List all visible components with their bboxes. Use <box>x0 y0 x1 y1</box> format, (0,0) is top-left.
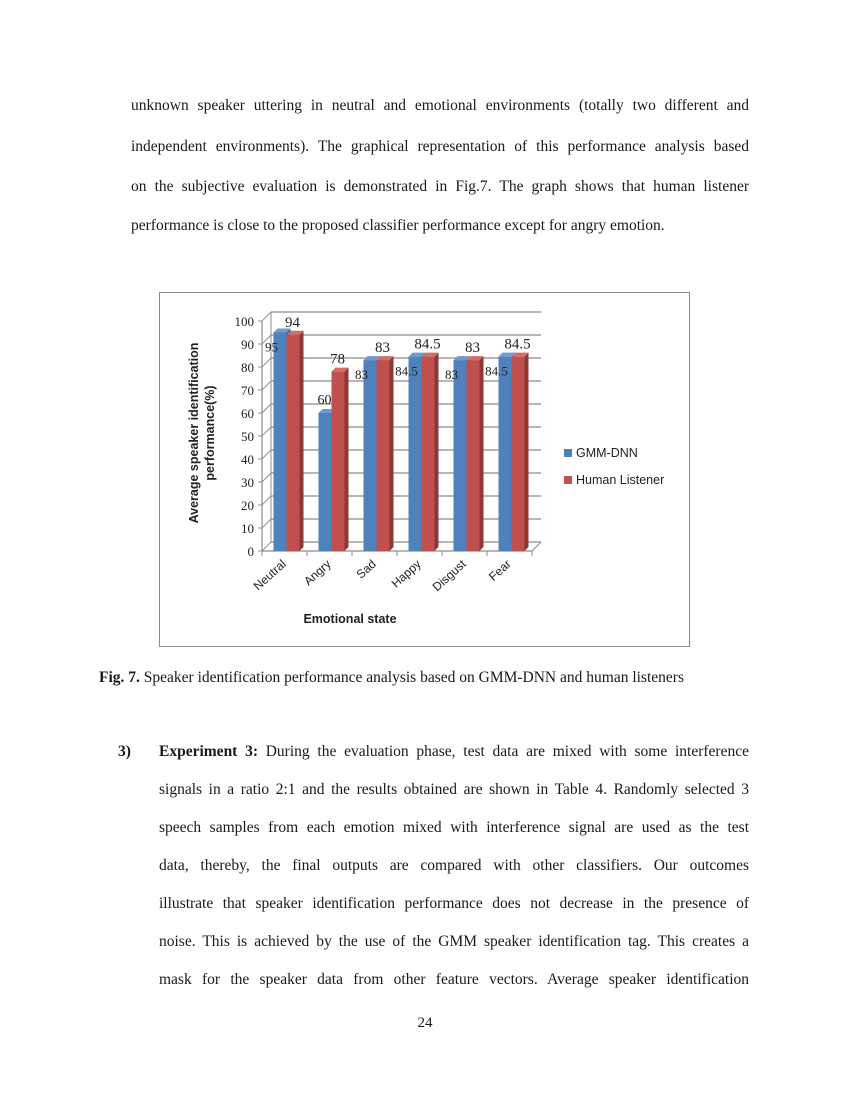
data-label-gmm: 84.5 <box>395 363 418 379</box>
y-tick-label: 100 <box>234 314 254 329</box>
experiment-number: 3) <box>118 743 131 760</box>
data-label-gmm: 95 <box>265 339 278 355</box>
data-label-human: 83 <box>375 340 390 357</box>
y-tick-label: 30 <box>241 475 254 490</box>
experiment-line-2: signals in a ratio 2:1 and the results obtained are shown in Table 4. Randomly selected 3 <box>159 781 749 798</box>
gridline-side <box>262 404 271 413</box>
page-number: 24 <box>417 1015 433 1031</box>
gridline-side <box>262 358 271 367</box>
y-tick-label: 60 <box>241 406 254 421</box>
bar-human-listener <box>422 357 435 551</box>
y-axis-title-line-1: Average speaker identification <box>187 342 201 524</box>
bar-human-listener <box>512 357 525 551</box>
bar-gmm-dnn <box>364 360 377 551</box>
data-label-gmm: 83 <box>355 367 368 383</box>
data-label-human: 84.5 <box>414 336 441 353</box>
x-category-label: Fear <box>486 556 514 584</box>
experiment-line-3: speech samples from each emotion mixed with interference signal are used as the test <box>159 819 749 836</box>
x-axis-title: Emotional state <box>303 612 397 626</box>
gridline-side <box>262 427 271 436</box>
x-category-label: Angry <box>301 556 334 589</box>
body-line-3: on the subjective evaluation is demonstrated in Fig.7. The graph shows that human listener <box>131 178 749 195</box>
bar-side <box>435 353 439 551</box>
body-line-1: unknown speaker uttering in neutral and emotional environments (totally two different and <box>131 97 749 114</box>
bar-gmm-dnn <box>499 357 512 551</box>
legend-swatch-human-listener <box>564 476 572 484</box>
x-category-label: Neutral <box>250 556 289 594</box>
legend-swatch-gmm-dnn <box>564 449 572 457</box>
y-tick-label: 10 <box>241 521 254 536</box>
bar-human-listener <box>287 335 300 551</box>
body-line-4: performance is close to the proposed classifier performance except for angry emotion. <box>131 217 665 234</box>
y-axis-title-line-2: performance(%) <box>203 385 217 481</box>
x-category-label: Happy <box>388 556 424 591</box>
experiment-line-7: mask for the speaker data from other feature vectors. Average speaker identification <box>159 971 749 988</box>
gridline-side <box>262 542 271 551</box>
gridline-side <box>262 473 271 482</box>
y-tick-label: 0 <box>247 544 254 559</box>
data-label-gmm: 84.5 <box>485 363 508 379</box>
experiment-line-4: data, thereby, the final outputs are compared with other classifiers. Our outcomes <box>159 857 749 874</box>
bar-chart-canvas <box>160 293 691 648</box>
experiment-line-6: noise. This is achieved by the use of the GMM speaker identification tag. This creates a <box>159 933 749 950</box>
bar-side <box>480 356 484 551</box>
bar-human-listener <box>467 360 480 551</box>
x-category-label: Sad <box>353 556 379 582</box>
data-label-gmm: 83 <box>445 367 458 383</box>
experiment-title: Experiment 3: <box>159 743 258 760</box>
gridline-side <box>262 381 271 390</box>
bar-gmm-dnn <box>274 333 287 552</box>
data-label-human: 94 <box>285 314 300 331</box>
legend-label-gmm-dnn: GMM-DNN <box>576 446 638 460</box>
figure-7-chart <box>159 292 690 647</box>
y-tick-label: 90 <box>241 337 254 352</box>
gridline-side <box>262 450 271 459</box>
bar-gmm-dnn <box>409 357 422 551</box>
bar-side <box>525 353 529 551</box>
y-tick-label: 40 <box>241 452 254 467</box>
bar-human-listener <box>332 372 345 551</box>
gridline-side <box>262 519 271 528</box>
experiment-line-1-text: During the evaluation phase, test data are mixed with some interference <box>258 743 749 760</box>
bar-gmm-dnn <box>319 413 332 551</box>
figure-caption-text: Speaker identification performance analysis based on GMM-DNN and human listeners <box>139 669 684 686</box>
bar-side <box>300 331 304 551</box>
body-line-2: independent environments). The graphical representation of this performance analysis based <box>131 138 749 155</box>
x-category-label: Disgust <box>429 556 469 595</box>
figure-caption <box>99 669 684 687</box>
data-label-human: 84.5 <box>504 336 531 353</box>
bar-gmm-dnn <box>454 360 467 551</box>
floor-edge <box>532 542 541 551</box>
y-tick-label: 80 <box>241 360 254 375</box>
experiment-line-5: illustrate that speaker identification performance does not decrease in the presence of <box>159 895 749 912</box>
experiment-line-1 <box>159 743 749 761</box>
gridline-side <box>262 496 271 505</box>
data-label-human: 83 <box>465 340 480 357</box>
y-tick-label: 50 <box>241 429 254 444</box>
y-tick-label: 20 <box>241 498 254 513</box>
bar-human-listener <box>377 360 390 551</box>
y-tick-label: 70 <box>241 383 254 398</box>
data-label-human: 78 <box>330 351 345 368</box>
legend-label-human-listener: Human Listener <box>576 473 665 487</box>
bar-side <box>345 368 349 551</box>
gridline-side <box>262 312 271 321</box>
bar-side <box>390 356 394 551</box>
figure-label: Fig. 7. <box>99 669 140 686</box>
data-label-gmm: 60 <box>317 393 332 408</box>
